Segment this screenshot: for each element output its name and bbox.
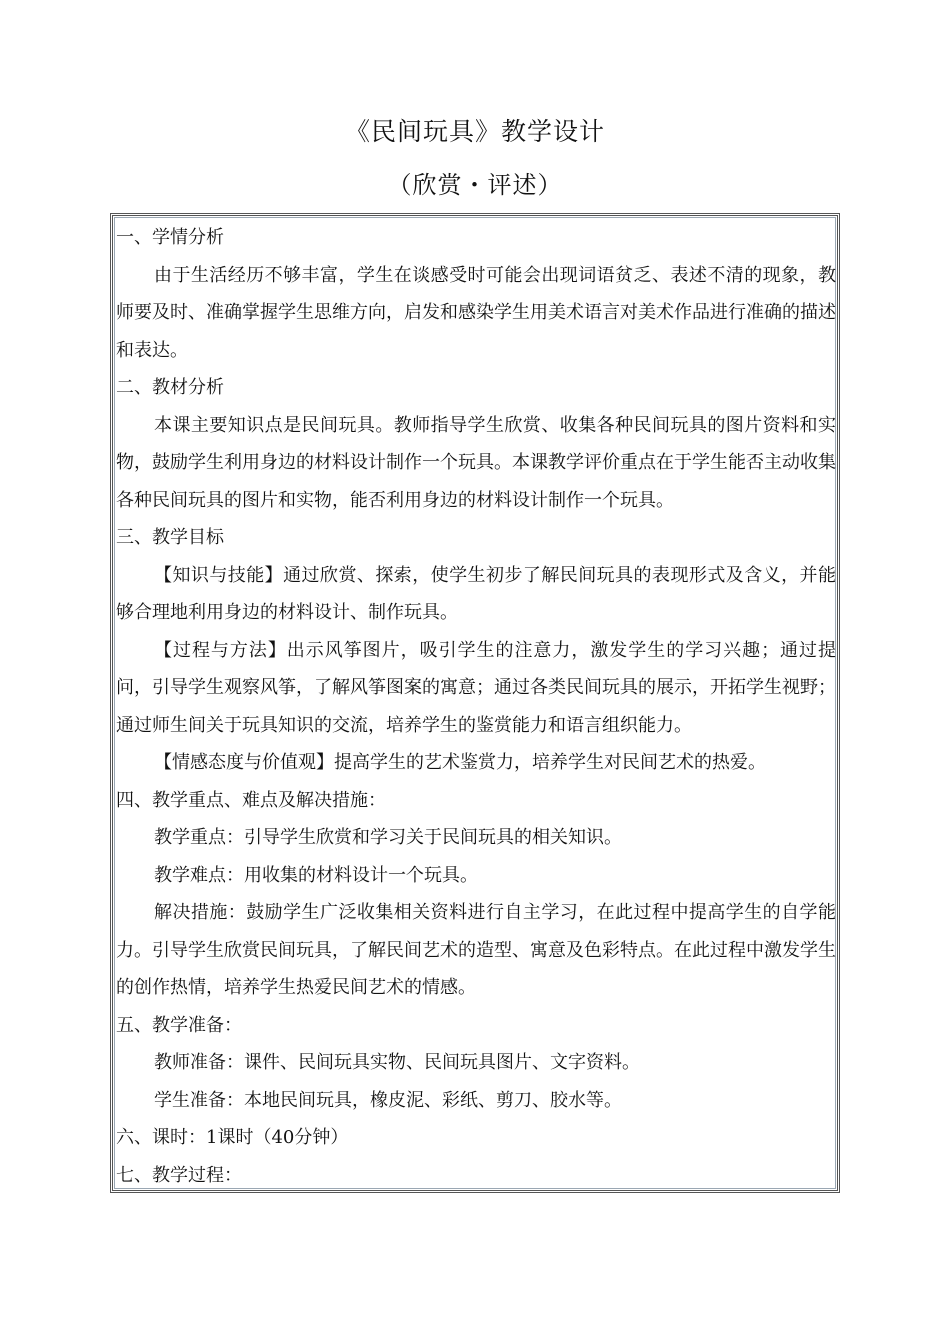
paragraph-solutions: 解决措施：鼓励学生广泛收集相关资料进行自主学习，在此过程中提高学生的自学能力。引导学生欣赏民间玩具，了解民间艺术的造型、寓意及色彩特点。在此过程中激发学生的创作热情，培养学生热爱民间艺术的情感。 <box>116 902 836 998</box>
paragraph-goal-process-method: 【过程与方法】出示风筝图片，吸引学生的注意力，激发学生的学习兴趣；通过提问，引导学生观察风筝，了解风筝图案的寓意；通过各类民间玩具的展示，开拓学生视野；通过师生间关于玩具知识的交流，培养学生的鉴赏能力和语言组织能力。 <box>116 639 836 736</box>
document-body <box>116 219 836 1194</box>
section-heading-preparation: 五、教学准备： <box>116 1014 242 1036</box>
document-title: 《民间玩具》教学设计 <box>344 117 605 146</box>
paragraph-key-point: 教学重点：引导学生欣赏和学习关于民间玩具的相关知识。 <box>154 827 622 848</box>
paragraph-student-preparation: 学生准备：本地民间玩具，橡皮泥、彩纸、剪刀、胶水等。 <box>154 1089 622 1111</box>
paragraph-learner-analysis: 由于生活经历不够丰富，学生在谈感受时可能会出现词语贫乏、表述不清的现象，教师要及时、准确掌握学生思维方向，启发和感染学生用美术语言对美术作品进行准确的描述和表达。 <box>116 264 836 361</box>
section-heading-class-hours: 六、课时：1课时（40分钟） <box>116 1127 349 1148</box>
paragraph-difficult-point: 教学难点：用收集的材料设计一个玩具。 <box>154 864 478 886</box>
section-heading-teaching-goals: 三、教学目标 <box>116 527 224 548</box>
paragraph-teacher-preparation: 教师准备：课件、民间玩具实物、民间玩具图片、文字资料。 <box>154 1052 640 1073</box>
section-heading-material-analysis: 二、教材分析 <box>116 377 224 398</box>
paragraph-goal-emotion-values: 【情感态度与价值观】提高学生的艺术鉴赏力，培养学生对民间艺术的热爱。 <box>154 752 766 773</box>
section-heading-teaching-process: 七、教学过程： <box>116 1164 242 1186</box>
section-heading-learner-analysis: 一、学情分析 <box>116 227 224 248</box>
paragraph-goal-knowledge-skills: 【知识与技能】通过欣赏、探索，使学生初步了解民间玩具的表现形式及含义，并能够合理地利用身边的材料设计、制作玩具。 <box>116 564 836 623</box>
paragraph-material-analysis: 本课主要知识点是民间玩具。教师指导学生欣赏、收集各种民间玩具的图片资料和实物，鼓励学生利用身边的材料设计制作一个玩具。本课教学评价重点在于学生能否主动收集各种民间玩具的图片和实物，能否利用身边的材料设计制作一个玩具。 <box>116 414 836 511</box>
section-heading-key-points: 四、教学重点、难点及解决措施： <box>116 789 386 811</box>
document-subtitle: （欣赏・评述） <box>387 171 563 199</box>
